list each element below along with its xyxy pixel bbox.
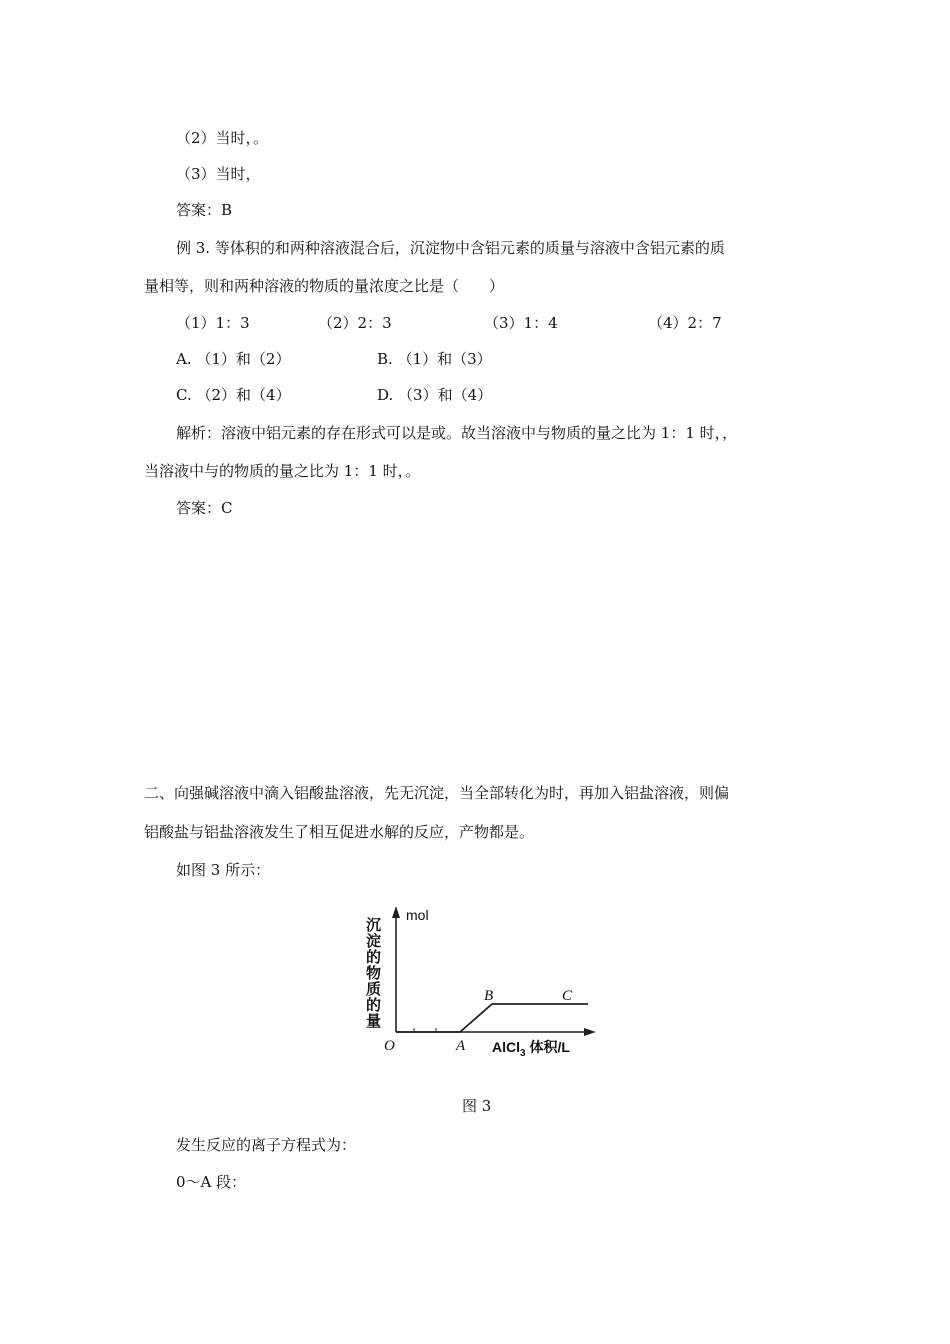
x-label-tail: 体积/L — [525, 1039, 570, 1055]
example-3-line-2: 量相等，则和两种溶液的物质的量浓度之比是（ ） — [144, 277, 505, 295]
y-label-char: 淀 — [366, 932, 382, 950]
y-label-char: 质 — [366, 980, 382, 998]
answer-line-2: 答案：C — [176, 499, 233, 517]
figure-3-chart — [360, 900, 600, 1070]
option-3: （3）1：4 — [484, 314, 558, 332]
figure-intro: 如图 3 所示： — [176, 861, 271, 879]
section-2-line-2: 铝酸盐与铝盐溶液发生了相互促进水解的反应，产物都是。 — [144, 823, 535, 841]
point-label-a: A — [456, 1038, 466, 1054]
y-label-char: 沉 — [366, 916, 382, 934]
point-label-b: B — [484, 988, 494, 1004]
figure-caption: 图 3 — [462, 1097, 492, 1115]
equation-intro: 发生反应的离子方程式为： — [176, 1136, 357, 1154]
y-label-char: 的 — [366, 996, 382, 1014]
y-axis-label — [366, 916, 381, 1030]
example-3-line-1: 例 3. 等体积的和两种溶液混合后，沉淀物中含铝元素的质量与溶液中含铝元素的质 — [176, 239, 725, 257]
y-label-char: 量 — [366, 1012, 382, 1030]
chart-svg — [360, 900, 600, 1070]
origin-label: O — [384, 1038, 395, 1054]
x-label-sub: 3 — [520, 1048, 526, 1059]
y-axis-arrow — [392, 906, 400, 918]
choice-d: D. （3）和（4） — [377, 386, 493, 404]
choice-c: C. （2）和（4） — [176, 386, 291, 404]
text-line-3: （3）当时， — [176, 165, 261, 183]
x-label-main: AlCl — [492, 1039, 520, 1055]
x-axis-label — [492, 1039, 570, 1059]
option-4: （4）2：7 — [648, 314, 722, 332]
analysis-line-1: 解析：溶液中铝元素的存在形式可以是或。故当溶液中与物质的量之比为 1：1 时，， — [176, 424, 738, 442]
option-2: （2）2：3 — [318, 314, 392, 332]
point-label-c: C — [562, 988, 573, 1004]
option-1: （1）1：3 — [176, 314, 250, 332]
y-label-char: 的 — [366, 948, 382, 966]
text-line-2: （2）当时，。 — [176, 129, 269, 147]
y-unit-label: mol — [406, 907, 429, 923]
choice-a: A. （1）和（2） — [176, 350, 291, 368]
x-axis-arrow — [584, 1028, 596, 1036]
segment-0-a: 0～A 段： — [176, 1173, 247, 1191]
series-line — [396, 1004, 588, 1032]
answer-line: 答案：B — [176, 201, 233, 219]
analysis-line-2: 当溶液中与的物质的量之比为 1：1 时，。 — [144, 462, 421, 480]
y-label-char: 物 — [366, 964, 382, 982]
choice-b: B. （1）和（3） — [377, 350, 492, 368]
section-2-line-1: 二、向强碱溶液中滴入铝酸盐溶液，先无沉淀，当全部转化为时，再加入铝盐溶液，则偏 — [144, 784, 730, 802]
